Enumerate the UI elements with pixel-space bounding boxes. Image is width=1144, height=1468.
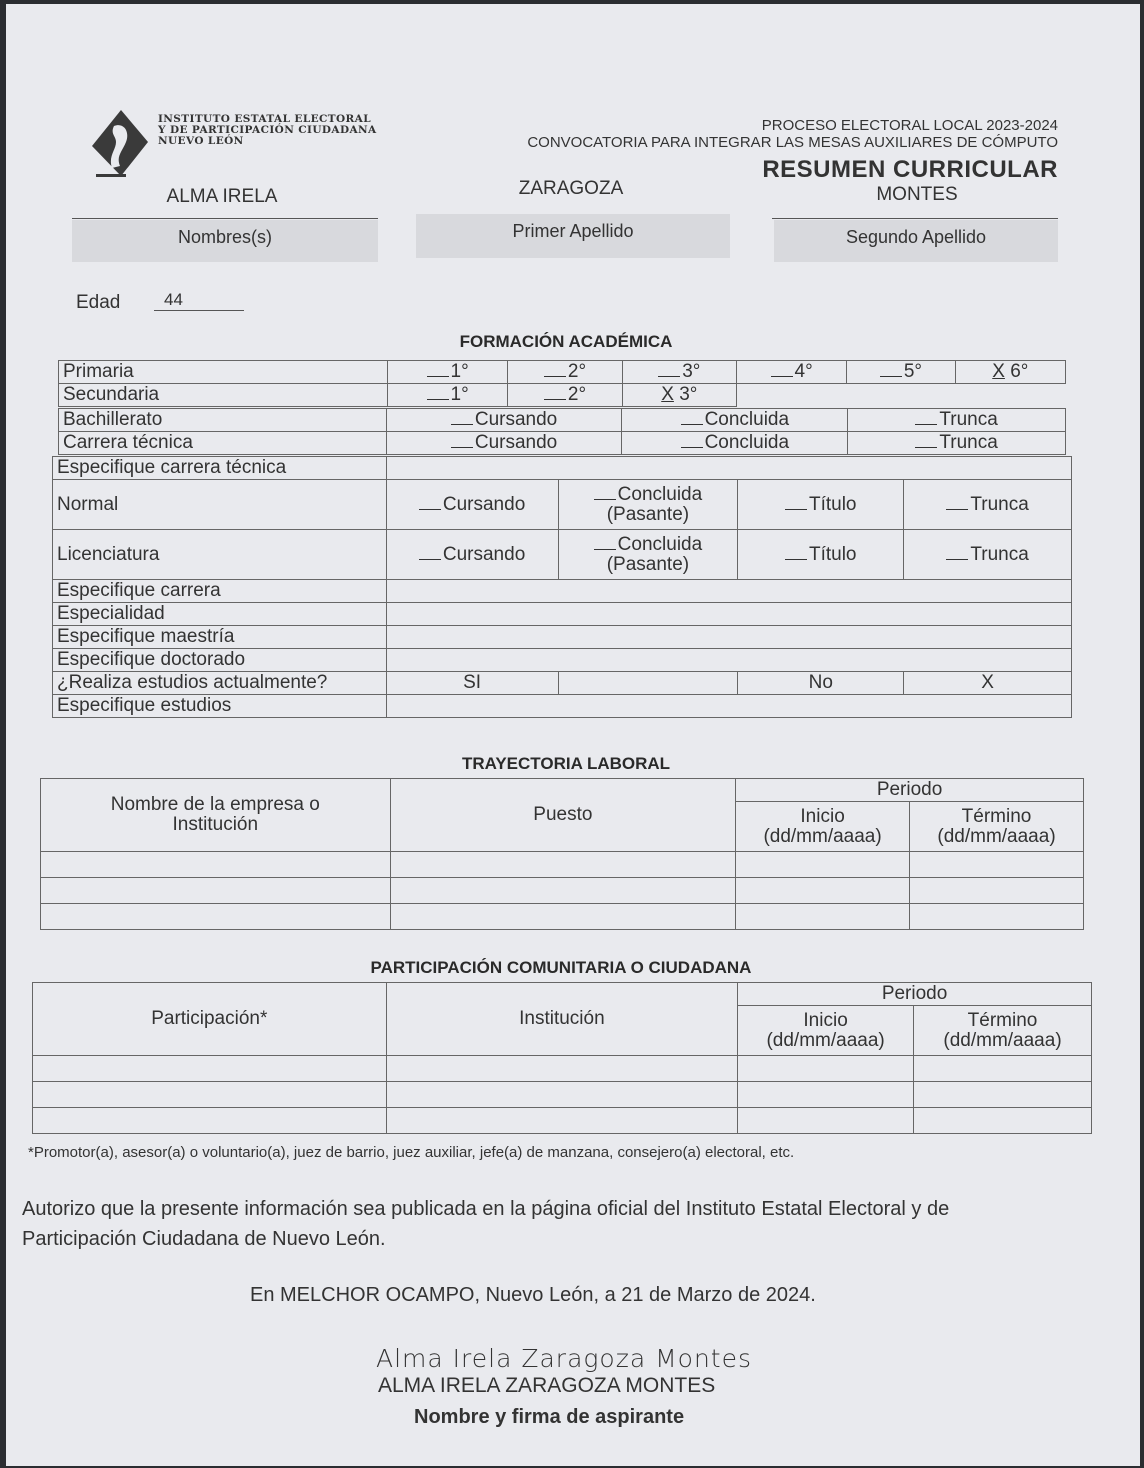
table-row	[53, 457, 1072, 480]
institute-line-1: INSTITUTO ESTATAL ELECTORAL	[158, 113, 371, 125]
estudios-si-field[interactable]	[558, 672, 738, 695]
carrera-tecnica-trunca[interactable]: Trunca	[848, 432, 1066, 455]
carrera-tecnica-label: Carrera técnica	[59, 432, 387, 455]
table-row	[41, 779, 1084, 802]
especifique-tecnica-field[interactable]	[386, 457, 1071, 480]
process-label: PROCESO ELECTORAL LOCAL 2023-2024	[761, 117, 1058, 134]
institute-line-2: Y DE PARTICIPACIÓN CIUDADANA	[158, 124, 377, 136]
bachillerato-label: Bachillerato	[59, 409, 387, 432]
age-value: 44	[154, 290, 244, 311]
table-row	[33, 1082, 1092, 1108]
cell[interactable]	[390, 878, 736, 904]
cell[interactable]	[33, 1108, 387, 1134]
academic-title: FORMACIÓN ACADÉMICA	[459, 332, 673, 351]
printed-name: ALMA IRELA ZARAGOZA MONTES	[378, 1374, 716, 1397]
empty-cell	[736, 384, 1065, 407]
licenciatura-concluida[interactable]: Concluida (Pasante)	[558, 530, 738, 580]
licenciatura-label: Licenciatura	[53, 530, 387, 580]
cell[interactable]	[914, 1082, 1092, 1108]
cell[interactable]	[41, 878, 391, 904]
document-title: RESUMEN CURRICULAR	[762, 156, 1058, 183]
table-row	[41, 878, 1084, 904]
cell[interactable]	[738, 1108, 914, 1134]
cell[interactable]	[33, 1082, 387, 1108]
bachillerato-concluida[interactable]: Concluida	[622, 409, 848, 432]
table-row	[59, 409, 1066, 432]
licenciatura-titulo[interactable]: Título	[738, 530, 904, 580]
table-row	[53, 580, 1072, 603]
primaria-grade-1[interactable]: 1°	[387, 361, 507, 384]
handwritten-signature: Alma Irela Zaragoza Montes	[376, 1344, 753, 1373]
secundaria-grade-2[interactable]: 2°	[508, 384, 622, 407]
work-title: TRAYECTORIA LABORAL	[461, 754, 671, 773]
call-label: CONVOCATORIA PARA INTEGRAR LAS MESAS AUXILIARES DE CÓMPUTO	[527, 134, 1058, 151]
community-footnote: *Promotor(a), asesor(a) o voluntario(a), juez de barrio, juez auxiliar, jefe(a) de manzana, consejero(a) electoral, etc.	[28, 1144, 795, 1161]
community-period-header: Periodo	[738, 983, 1092, 1006]
especifique-carrera-label: Especifique carrera	[53, 580, 387, 603]
work-start-header: Inicio (dd/mm/aaaa)	[736, 802, 910, 852]
especifique-doctorado-label: Especifique doctorado	[53, 649, 387, 672]
secundaria-label: Secundaria	[59, 384, 388, 407]
work-table	[40, 778, 1084, 930]
names-value: ALMA IRELA	[166, 186, 278, 207]
table-row	[53, 695, 1072, 718]
table-row	[53, 672, 1072, 695]
cell[interactable]	[736, 904, 910, 930]
cell[interactable]	[914, 1056, 1092, 1082]
table-row	[53, 480, 1072, 530]
academic-status-table	[58, 408, 1066, 455]
secundaria-grade-1[interactable]: 1°	[387, 384, 507, 407]
names-line	[72, 218, 378, 219]
especifique-estudios-field[interactable]	[386, 695, 1071, 718]
first-surname-label: Primer Apellido	[416, 214, 730, 258]
carrera-tecnica-concluida[interactable]: Concluida	[622, 432, 848, 455]
table-row	[53, 649, 1072, 672]
cell[interactable]	[910, 904, 1084, 930]
licenciatura-cursando[interactable]: Cursando	[386, 530, 558, 580]
second-surname-line	[772, 218, 1058, 219]
especifique-maestria-field[interactable]	[386, 626, 1071, 649]
table-row	[41, 904, 1084, 930]
estudios-si-label: SI	[386, 672, 558, 695]
primaria-grade-6[interactable]: X 6°	[955, 361, 1065, 384]
cell[interactable]	[386, 1056, 738, 1082]
cell[interactable]	[738, 1056, 914, 1082]
cell[interactable]	[41, 852, 391, 878]
table-row	[33, 983, 1092, 1006]
especifique-tecnica-label: Especifique carrera técnica	[53, 457, 387, 480]
cell[interactable]	[41, 904, 391, 930]
first-surname-value: ZARAGOZA	[518, 178, 624, 199]
participation-header: Participación*	[33, 983, 387, 1056]
carrera-tecnica-cursando[interactable]: Cursando	[386, 432, 622, 455]
institute-line-3: NUEVO LEÓN	[158, 135, 244, 147]
table-row	[53, 530, 1072, 580]
primaria-grade-2[interactable]: 2°	[508, 361, 622, 384]
cell[interactable]	[738, 1082, 914, 1108]
cell[interactable]	[910, 878, 1084, 904]
estudios-no-label: No	[738, 672, 904, 695]
table-row	[53, 603, 1072, 626]
especifique-estudios-label: Especifique estudios	[53, 695, 387, 718]
secundaria-grade-3[interactable]: X 3°	[622, 384, 736, 407]
especialidad-field[interactable]	[386, 603, 1071, 626]
second-surname-value: MONTES	[876, 184, 958, 205]
cell[interactable]	[910, 852, 1084, 878]
second-surname-label: Segundo Apellido	[774, 220, 1058, 262]
authorization-text	[22, 1194, 1102, 1254]
community-end-header: Término (dd/mm/aaaa)	[914, 1006, 1092, 1056]
work-period-header: Periodo	[736, 779, 1084, 802]
authorization-line-1: Autorizo que la presente información sea publicada en la página oficial del Instituto Estatal Electoral y de	[22, 1198, 950, 1220]
normal-cursando[interactable]: Cursando	[386, 480, 558, 530]
bachillerato-trunca[interactable]: Trunca	[848, 409, 1066, 432]
cell[interactable]	[390, 852, 736, 878]
especifique-carrera-field[interactable]	[386, 580, 1071, 603]
community-start-header: Inicio (dd/mm/aaaa)	[738, 1006, 914, 1056]
cell[interactable]	[386, 1082, 738, 1108]
normal-trunca[interactable]: Trunca	[904, 480, 1072, 530]
table-row	[59, 361, 1066, 384]
academic-grades-table	[58, 360, 1066, 407]
cell[interactable]	[33, 1056, 387, 1082]
signature-label: Nombre y firma de aspirante	[414, 1406, 685, 1428]
institute-name	[158, 114, 377, 147]
primaria-grade-3[interactable]: 3°	[622, 361, 736, 384]
cell[interactable]	[390, 904, 736, 930]
authorization-line-2: Participación Ciudadana de Nuevo León.	[22, 1228, 386, 1250]
academic-detail-table	[52, 456, 1072, 718]
cell[interactable]	[736, 852, 910, 878]
bachillerato-cursando[interactable]: Cursando	[386, 409, 622, 432]
age-label: Edad	[76, 292, 121, 313]
community-table	[32, 982, 1092, 1134]
normal-concluida[interactable]: Concluida (Pasante)	[558, 480, 738, 530]
estudios-no-field[interactable]: X	[904, 672, 1072, 695]
table-row	[33, 1056, 1092, 1082]
cell[interactable]	[914, 1108, 1092, 1134]
table-row	[41, 852, 1084, 878]
normal-label: Normal	[53, 480, 387, 530]
cell[interactable]	[386, 1108, 738, 1134]
institution-header: Institución	[386, 983, 738, 1056]
work-end-header: Término (dd/mm/aaaa)	[910, 802, 1084, 852]
primaria-label: Primaria	[59, 361, 388, 384]
especialidad-label: Especialidad	[53, 603, 387, 626]
especifique-maestria-label: Especifique maestría	[53, 626, 387, 649]
place-date: En MELCHOR OCAMPO, Nuevo León, a 21 de Marzo de 2024.	[250, 1284, 816, 1306]
primaria-grade-4[interactable]: 4°	[736, 361, 846, 384]
table-row	[33, 1108, 1092, 1134]
table-row	[53, 626, 1072, 649]
names-label: Nombres(s)	[72, 220, 378, 262]
table-row	[59, 384, 1066, 407]
licenciatura-trunca[interactable]: Trunca	[904, 530, 1072, 580]
primaria-grade-5[interactable]: 5°	[847, 361, 955, 384]
cell[interactable]	[736, 878, 910, 904]
work-company-header: Nombre de la empresa o Institución	[41, 779, 391, 852]
normal-titulo[interactable]: Título	[738, 480, 904, 530]
iee-logo-icon	[86, 106, 156, 186]
realiza-estudios-label: ¿Realiza estudios actualmente?	[53, 672, 387, 695]
table-row	[59, 432, 1066, 455]
form-page	[6, 4, 1140, 1466]
community-title: PARTICIPACIÓN COMUNITARIA O CIUDADANA	[370, 958, 752, 977]
work-position-header: Puesto	[390, 779, 736, 852]
especifique-doctorado-field[interactable]	[386, 649, 1071, 672]
